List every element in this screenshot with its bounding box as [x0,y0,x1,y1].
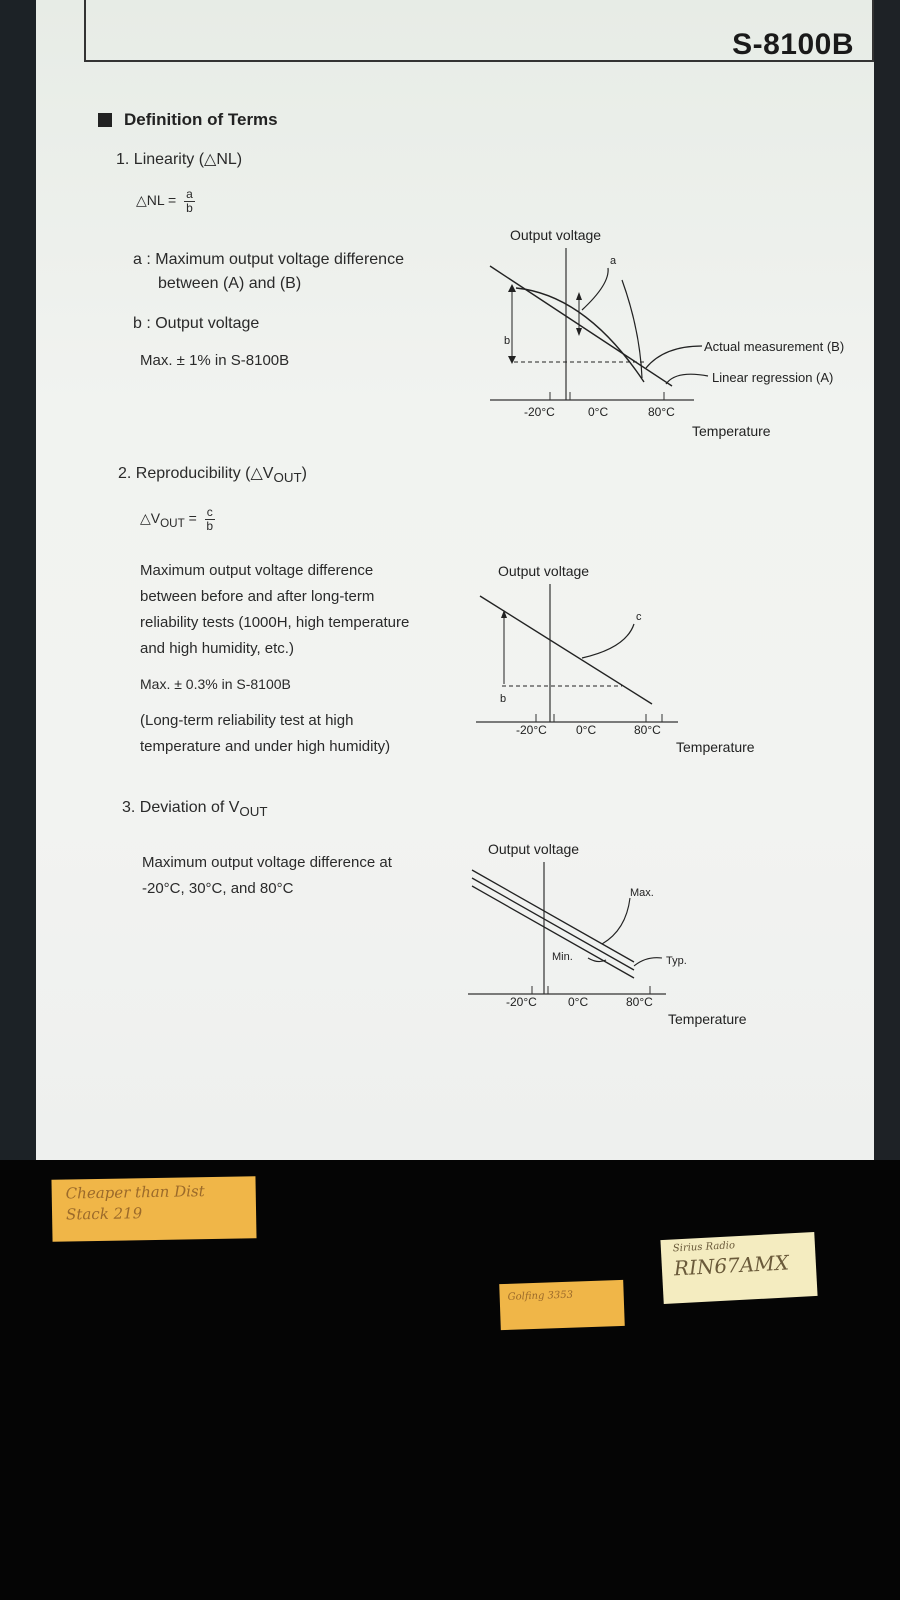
linearity-formula-lhs: △NL = [136,192,177,209]
linearity-tick-label-2: 0°C [588,405,609,419]
b-arrow-head-up [501,610,507,618]
linearity-def-b: b : Output voltage [133,315,260,332]
deviation-desc-line2: -20°C, 30°C, and 80°C [142,880,294,897]
reproducibility-note-line2: temperature and under high humidity) [140,738,391,755]
reproducibility-desc-line4: and high humidity, etc.) [140,640,294,657]
actual-measurement-curve [516,288,644,382]
characteristic-line [480,596,652,704]
reproducibility-formula-eq: = [184,510,197,527]
a-callout-line [582,268,608,310]
linearity-max-spec: Max. ± 1% in S-8100B [140,352,290,369]
deviation-diagram [456,834,776,1044]
regression-callout [666,374,708,384]
linearity-def-a-line1: a : Maximum output voltage difference [133,251,404,268]
header-box [84,0,874,62]
reproducibility-tick-label-2: 0°C [576,723,597,737]
min-line [472,886,634,978]
reproducibility-fraction-numerator: c [206,505,213,519]
linearity-fraction-numerator: a [186,187,193,201]
deviation-description [142,850,392,902]
reproducibility-desc-line2: between before and after long-term [140,588,375,605]
sticky-note-2 [499,1280,625,1330]
reproducibility-title [118,463,307,485]
linearity-title: 1. Linearity (△NL) [116,151,243,168]
reproducibility-label-c: c [636,611,642,623]
linearity-label-a: a [610,255,617,267]
reproducibility-diagram [466,556,806,766]
a-callout-line-2 [622,280,642,378]
reproducibility-label-b: b [500,693,507,705]
reproducibility-fraction-denominator: b [206,519,214,533]
reproducibility-tick-label-3: 80°C [634,723,661,737]
linear-regression-line [490,266,672,386]
sticky-note-1 [51,1176,256,1242]
reproducibility-title-suffix: ) [301,465,307,482]
heading-bullet-icon [98,113,112,127]
deviation-x-label: Temperature [668,1011,747,1027]
datasheet-page [36,0,874,1160]
linearity-fraction [184,188,195,215]
max-callout [602,898,630,944]
reproducibility-x-label: Temperature [676,739,755,755]
min-callout [588,958,606,962]
reproducibility-formula-prefix: △V [140,510,161,527]
linearity-label-b: b [504,335,511,347]
reproducibility-note-line1: (Long-term reliability test at high [140,712,354,729]
deviation-label-max: Max. [630,887,654,899]
deviation-tick-label-1: -20°C [506,995,537,1009]
deviation-label-min: Min. [552,951,573,963]
reproducibility-desc-line3: reliability tests (1000H, high temperature [140,614,410,631]
legend-actual-measurement: Actual measurement (B) [704,339,845,354]
sticky-note-3-line1: Sirius Radio [672,1240,736,1255]
deviation-title [122,799,268,819]
reproducibility-formula [140,506,215,533]
monitor-bezel-left [0,0,38,1160]
linearity-fraction-denominator: b [186,201,193,215]
reproducibility-note [140,708,390,760]
a-arrow-head-down [576,328,582,336]
reproducibility-description [140,558,409,662]
sticky-note-1-line1: Cheaper than Dist [65,1182,205,1203]
deviation-label-typ: Typ. [666,955,687,967]
sticky-note-2-text: Golfing 3353 [507,1289,574,1303]
reproducibility-desc-line1: Maximum output voltage difference [140,562,374,579]
linearity-y-label: Output voltage [510,227,602,243]
typ-callout [634,958,662,966]
linearity-x-label: Temperature [692,423,771,439]
reproducibility-title-sub: OUT [273,470,302,486]
b-arrow-head-up [508,284,516,292]
sticky-note-1-line2: Stack 219 [65,1204,143,1224]
measurement-callout [646,346,702,368]
reproducibility-title-prefix: 2. Reproducibility (△V [118,465,274,482]
linearity-def-a-line2: between (A) and (B) [158,275,302,292]
linearity-tick-label-1: -20°C [524,405,555,419]
deviation-title-prefix: 3. Deviation of V [122,799,240,816]
linearity-formula [136,188,195,215]
deviation-desc-line1: Maximum output voltage difference at [142,854,392,871]
reproducibility-formula-sub: OUT [160,517,185,530]
deviation-tick-label-3: 80°C [626,995,653,1009]
legend-linear-regression: Linear regression (A) [712,370,834,385]
deviation-tick-label-2: 0°C [568,995,589,1009]
sticky-note-3-line2: RIN67AMX [673,1250,790,1281]
reproducibility-y-label: Output voltage [498,563,590,579]
reproducibility-tick-label-1: -20°C [516,723,547,737]
a-arrow-head-up [576,292,582,300]
deviation-y-label: Output voltage [488,841,580,857]
part-number-title: S-8100B [732,28,854,61]
sticky-note-3 [660,1232,817,1304]
max-line [472,870,634,962]
c-callout-line [582,624,634,658]
section-heading: Definition of Terms [124,110,278,129]
monitor-bezel-right [872,0,900,1160]
b-arrow-head-down [508,356,516,364]
deviation-title-sub: OUT [239,804,268,820]
reproducibility-max-spec: Max. ± 0.3% in S-8100B [140,676,291,692]
linearity-diagram [476,220,876,450]
linearity-tick-label-3: 80°C [648,405,675,419]
reproducibility-fraction [205,506,215,533]
